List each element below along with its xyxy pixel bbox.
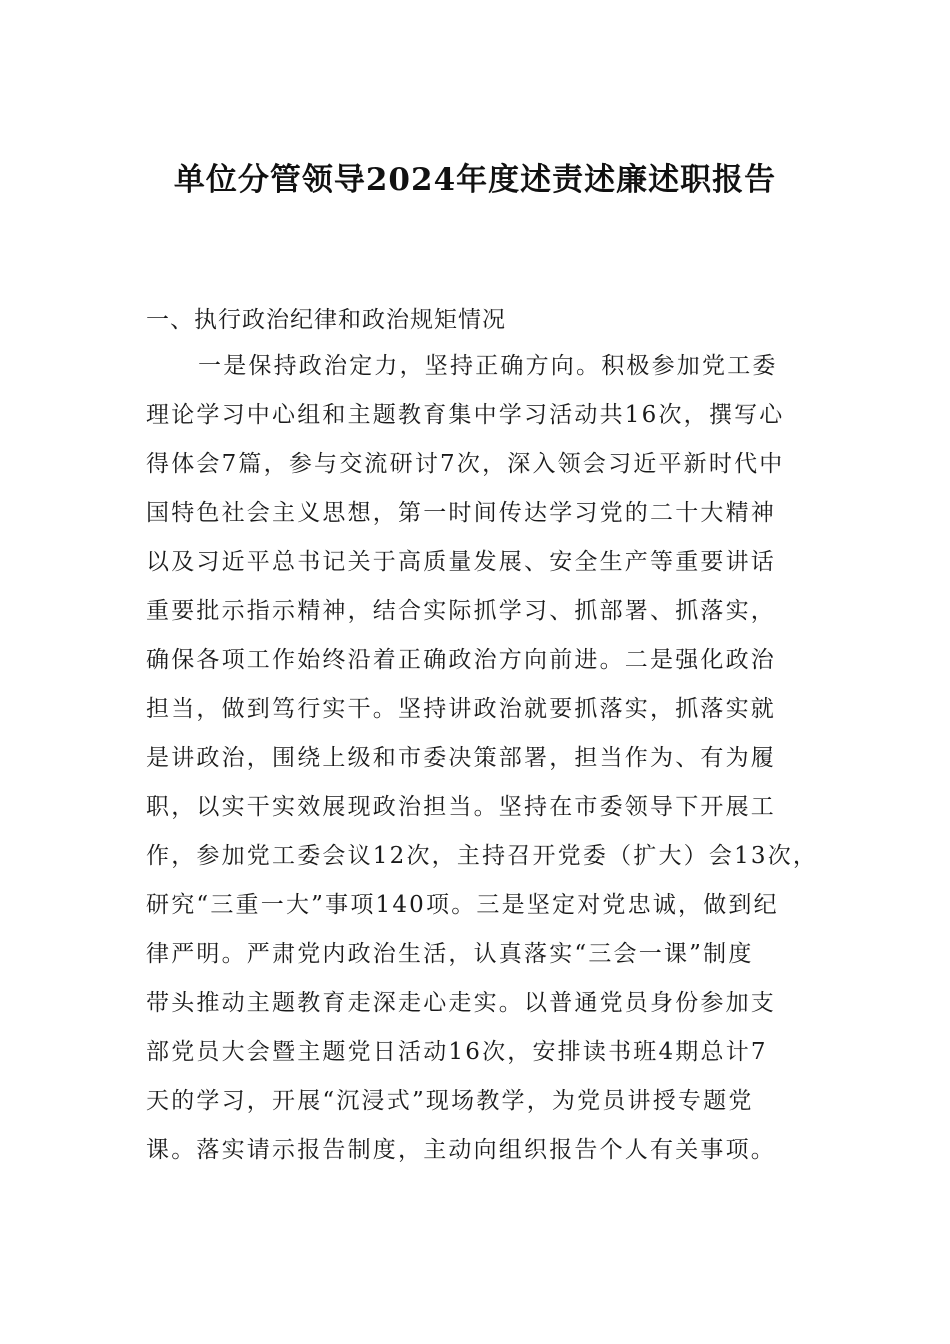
paragraph-line: 天的学习，开展“沉浸式”现场教学，为党员讲授专题党 xyxy=(146,1088,754,1114)
paragraph-line: 职，以实干实效展现政治担当。坚持在市委领导下开展工 xyxy=(146,794,776,820)
paragraph-line: 部党员大会暨主题党日活动16次，安排读书班4期总计7 xyxy=(146,1039,768,1065)
paragraph-line: 课。落实请示报告制度，主动向组织报告个人有关事项。 xyxy=(146,1137,776,1163)
body-paragraph xyxy=(146,342,818,1175)
section-heading: 一、执行政治纪律和政治规矩情况 xyxy=(146,307,506,333)
paragraph-line: 得体会7篇，参与交流研讨7次，深入领会习近平新时代中 xyxy=(146,451,785,477)
paragraph-line: 是讲政治，围绕上级和市委决策部署，担当作为、有为履 xyxy=(146,745,776,771)
paragraph-line: 一是保持政治定力，坚持正确方向。积极参加党工委 xyxy=(198,353,778,379)
paragraph-line: 以及习近平总书记关于高质量发展、安全生产等重要讲话 xyxy=(146,549,776,575)
paragraph-line: 律严明。严肃党内政治生活，认真落实“三会一课”制度 xyxy=(146,941,754,967)
paragraph-line: 理论学习中心组和主题教育集中学习活动共16次，撰写心 xyxy=(146,402,785,428)
document-title: 单位分管领导2024年度述责述廉述职报告 xyxy=(173,162,777,198)
paragraph-line: 确保各项工作始终沿着正确政治方向前进。二是强化政治 xyxy=(146,647,776,673)
paragraph-line: 担当，做到笃行实干。坚持讲政治就要抓落实，抓落实就 xyxy=(146,696,776,722)
paragraph-line: 带头推动主题教育走深走心走实。以普通党员身份参加支 xyxy=(146,990,776,1016)
paragraph-line: 重要批示指示精神，结合实际抓学习、抓部署、抓落实， xyxy=(146,598,776,624)
paragraph-line: 国特色社会主义思想，第一时间传达学习党的二十大精神 xyxy=(146,500,776,526)
paragraph-line: 研究“三重一大”事项140项。三是坚定对党忠诚，做到纪 xyxy=(146,892,779,918)
paragraph-line: 作，参加党工委会议12次，主持召开党委（扩大）会13次， xyxy=(146,843,819,869)
